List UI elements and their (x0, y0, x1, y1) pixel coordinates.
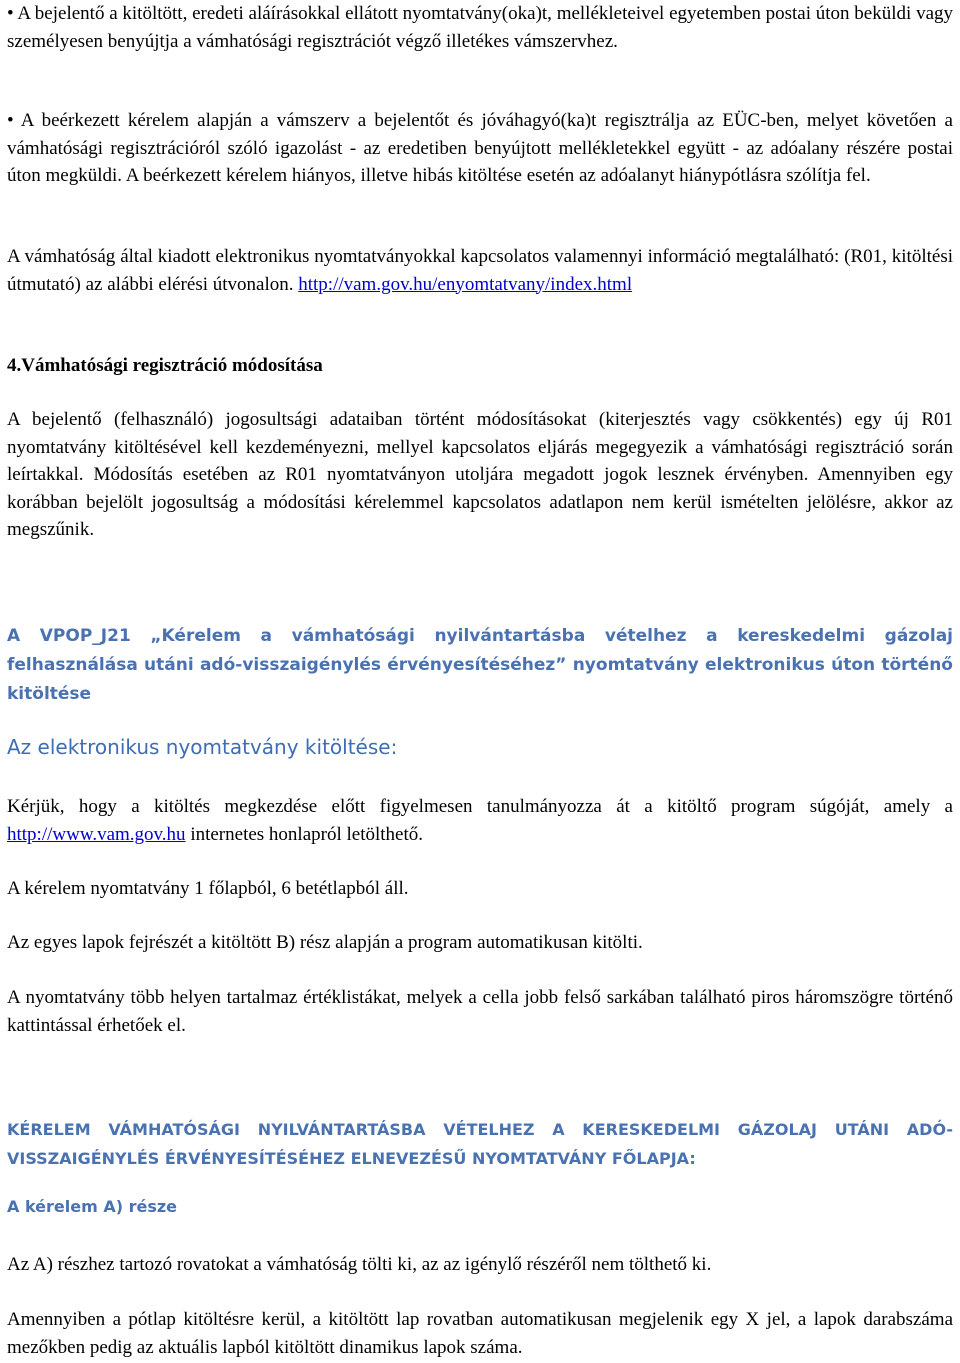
bullet-text: A beérkezett kérelem alapján a vámszerv a bejelentőt és jóváhagyó(ka)t regisztrálja az EÜC-ben, melyet követően a vámhatósági regisztrációról szóló igazolást - az eredetiben benyújtott mellékletekkel együtt - az adóalany részére postai úton megküldi. A beérkezett kérelem hiányos, illetve hibás kitöltése esetén az adóalanyt hiánypótlásra szólítja fel. (7, 110, 953, 186)
part-a-paragraph: Az A) részhez tartozó rovatokat a vámhatóság tölti ki, az az igénylő részéről nem tölthető ki. (7, 1254, 712, 1275)
header-paragraph: Az egyes lapok fejrészét a kitöltött B) rész alapján a program automatikusan kitölti. (7, 932, 643, 953)
help-paragraph (7, 793, 953, 848)
supplement-paragraph: Amennyiben a pótlap kitöltésre kerül, a kitöltött lap rovatban automatikusan megjelenik egy X jel, a lapok darabszáma mezőkben pedig az aktuális lapból kitöltött dinamikus lapok száma. (7, 1309, 953, 1358)
part-a-heading: A kérelem A) része (7, 1197, 178, 1216)
help-text-before: Kérjük, hogy a kitöltés megkezdése előtt figyelmesen tanulmányozza át a kitöltő program súgóját, amely a (7, 796, 953, 817)
section4-title: 4.Vámhatósági regisztráció módosítása (7, 355, 323, 376)
enyomtatvany-link[interactable]: http://vam.gov.hu/enyomtatvany/index.html (298, 273, 633, 295)
help-text-after: internetes honlapról letölthető. (185, 823, 423, 845)
info-paragraph (7, 243, 953, 298)
bullet-item-registration (7, 107, 953, 190)
main-sheet-heading: KÉRELEM VÁMHATÓSÁGI NYILVÁNTARTÁSBA VÉTELHEZ A KERESKEDELMI GÁZOLAJ UTÁNI ADÓ-VISSZAIGÉNYLÉS ÉRVÉNYESÍTÉSÉHEZ ELNEVEZÉSŰ NYOMTATVÁNY FŐLAPJA: (7, 1120, 953, 1168)
fill-heading: Az elektronikus nyomtatvány kitöltése: (7, 735, 398, 759)
bullet-text: A bejelentő a kitöltött, eredeti aláírásokkal ellátott nyomtatvány(oka)t, mellékleteivel egyetemben postai úton beküldi vagy személyesen benyújtja a vámhatósági regisztrációt végző illetékes vámszervhez. (7, 3, 953, 52)
section4-paragraph: A bejelentő (felhasználó) jogosultsági adataiban történt módosításokat (kiterjesztés vagy csökkentés) egy új R01 nyomtatvány kitöltésével kell kezdeményezni, mellyel kapcsolatos eljárás megegyezik a vámhatósági regisztráció során leírtakkal. Módosítás esetében az R01 nyomtatványon utoljára megadott jogok lesznek érvényben. Amennyiben egy korábban bejelölt jogosultság a módosítási kérelemmel kapcsolatos adatlapon nem kerül ismételten jelölésre, akkor az megszűnik. (7, 409, 953, 540)
info-text: A vámhatóság által kiadott elektronikus nyomtatványokkal kapcsolatos valamennyi információ megtalálható: (R01, kitöltési útmutató) az alábbi elérési útvonalon. (7, 246, 953, 295)
vpop-heading: A VPOP_J21 „Kérelem a vámhatósági nyilvántartásba vételhez a kereskedelmi gázolaj felhasználása utáni adó-visszaigénylés érvényesítéséhez” nyomtatvány elektronikus úton történő kitöltése (7, 626, 953, 704)
lists-paragraph: A nyomtatvány több helyen tartalmaz értéklistákat, melyek a cella jobb felső sarkában található piros háromszögre történő kattintással érhetőek el. (7, 987, 953, 1036)
vam-gov-link[interactable]: http://www.vam.gov.hu (7, 823, 186, 845)
bullet-icon: • (7, 110, 14, 131)
bullet-icon: • (7, 3, 14, 24)
bullet-item-submission (7, 0, 953, 55)
pages-paragraph: A kérelem nyomtatvány 1 főlapból, 6 betétlapból áll. (7, 878, 409, 899)
